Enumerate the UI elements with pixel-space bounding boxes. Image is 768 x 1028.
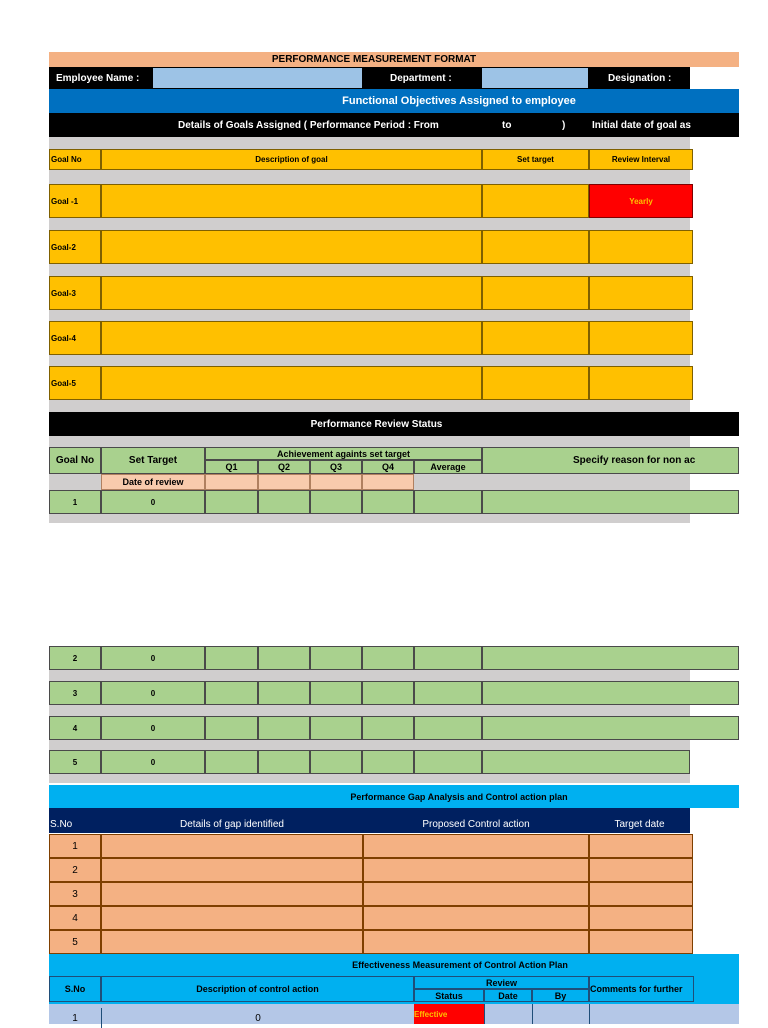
goal-review-cell[interactable] [589, 230, 693, 264]
q1-cell[interactable] [205, 681, 258, 705]
eff-status-header: Status [414, 989, 484, 1002]
q1-cell[interactable] [205, 646, 258, 670]
q4-header: Q4 [362, 460, 414, 474]
q1-cell[interactable] [205, 716, 258, 740]
gap-details-cell[interactable] [101, 906, 363, 930]
review-row-no: 3 [49, 681, 101, 705]
goal-target-cell[interactable] [482, 366, 589, 400]
review-row-target: 0 [101, 750, 205, 774]
q4-cell[interactable] [362, 716, 414, 740]
gap-row-sno: 5 [49, 930, 101, 954]
average-cell[interactable] [414, 716, 482, 740]
gap-analysis-bar: Performance Gap Analysis and Control action plan [49, 785, 739, 808]
gap-details-header: Details of gap identified [180, 818, 284, 830]
eff-by-cell[interactable] [532, 1004, 589, 1024]
gap-action-cell[interactable] [363, 834, 589, 858]
gap-action-cell[interactable] [363, 882, 589, 906]
spacer [49, 310, 690, 321]
eff-date-header: Date [484, 989, 532, 1002]
goal-row-label: Goal -1 [49, 184, 101, 218]
review-goal-no-header: Goal No [49, 447, 101, 474]
gap-row-sno: 3 [49, 882, 101, 906]
goal-row-label: Goal-2 [49, 230, 101, 264]
average-cell[interactable] [414, 646, 482, 670]
q2-cell[interactable] [258, 490, 310, 514]
review-row-no: 4 [49, 716, 101, 740]
to-label: to [502, 119, 512, 131]
review-row-target: 0 [101, 646, 205, 670]
review-row-no: 5 [49, 750, 101, 774]
goal-no-header: Goal No [49, 149, 101, 170]
spacer [49, 436, 690, 447]
reason-cell[interactable] [482, 750, 690, 774]
goal-target-cell[interactable] [482, 184, 589, 218]
spacer [49, 474, 101, 490]
review-interval-header: Review Interval [589, 149, 693, 170]
spacer [414, 474, 690, 490]
goal-row-label: Goal-3 [49, 276, 101, 310]
spacer [49, 264, 690, 276]
review-row-target: 0 [101, 490, 205, 514]
q3-header: Q3 [310, 460, 362, 474]
spacer [49, 705, 690, 716]
eff-sno-header: S.No [49, 976, 101, 1002]
goal-review-cell[interactable] [589, 321, 693, 355]
gap-details-cell[interactable] [101, 930, 363, 954]
q3-date-cell[interactable] [310, 474, 362, 490]
gap-row-sno: 4 [49, 906, 101, 930]
eff-date-cell[interactable] [484, 1004, 532, 1024]
reason-cell[interactable] [482, 490, 739, 514]
q1-cell[interactable] [205, 750, 258, 774]
set-target-header: Set target [482, 149, 589, 170]
spacer [49, 400, 690, 412]
gap-date-cell[interactable] [589, 930, 693, 954]
goal-row-label: Goal-4 [49, 321, 101, 355]
spacer [49, 514, 690, 523]
gap-action-header: Proposed Control action [422, 818, 530, 830]
description-header: Description of goal [101, 149, 482, 170]
designation-label: Designation : [608, 72, 672, 84]
goal-target-cell[interactable] [482, 276, 589, 310]
department-label: Department : [390, 72, 452, 84]
gap-details-cell[interactable] [101, 834, 363, 858]
goals-assigned-label: Details of Goals Assigned ( Performance Period : From [178, 119, 439, 131]
average-cell[interactable] [414, 750, 482, 774]
gap-date-cell[interactable] [589, 906, 693, 930]
gap-details-cell[interactable] [101, 858, 363, 882]
goal-review-cell[interactable] [589, 366, 693, 400]
goal-target-cell[interactable] [482, 321, 589, 355]
functional-objectives-bar: Functional Objectives Assigned to employee [49, 89, 739, 113]
gap-row-sno: 2 [49, 858, 101, 882]
q4-cell[interactable] [362, 681, 414, 705]
q2-cell[interactable] [258, 646, 310, 670]
gap-row-sno: 1 [49, 834, 101, 858]
department-field[interactable] [482, 68, 588, 88]
q4-date-cell[interactable] [362, 474, 414, 490]
spacer [49, 355, 690, 366]
form-title: PERFORMANCE MEASUREMENT FORMAT [49, 52, 739, 67]
spacer [49, 774, 690, 783]
q1-header: Q1 [205, 460, 258, 474]
goal-row-label: Goal-5 [49, 366, 101, 400]
q4-cell[interactable] [362, 750, 414, 774]
spacer [49, 170, 690, 184]
spacer [49, 670, 690, 681]
eff-row-desc: 0 [101, 1008, 414, 1028]
reason-cell[interactable] [482, 646, 739, 670]
employee-name-field[interactable] [153, 68, 362, 88]
q3-cell[interactable] [310, 681, 362, 705]
eff-review-header: Review [414, 976, 589, 989]
eff-status-cell[interactable]: Effective [414, 1004, 484, 1024]
q3-cell[interactable] [310, 750, 362, 774]
initial-date-label: Initial date of goal as [592, 119, 691, 131]
q2-cell[interactable] [258, 716, 310, 740]
q2-cell[interactable] [258, 681, 310, 705]
q3-cell[interactable] [310, 490, 362, 514]
gap-date-header: Target date [614, 818, 665, 830]
goal-description-cell[interactable] [101, 184, 482, 218]
q2-header: Q2 [258, 460, 310, 474]
reason-header: Specify reason for non ac [482, 447, 739, 474]
gap-action-cell[interactable] [363, 858, 589, 882]
review-row-no: 1 [49, 490, 101, 514]
goal-description-cell[interactable] [101, 230, 482, 264]
gap-action-cell[interactable] [363, 906, 589, 930]
review-set-target-header: Set Target [101, 447, 205, 474]
spacer [49, 218, 690, 230]
q4-cell[interactable] [362, 490, 414, 514]
gap-details-cell[interactable] [101, 882, 363, 906]
eff-row-sno: 1 [72, 1012, 78, 1024]
q2-cell[interactable] [258, 750, 310, 774]
average-cell[interactable] [414, 490, 482, 514]
close-paren: ) [562, 119, 566, 131]
goal-description-cell[interactable] [101, 321, 482, 355]
date-of-review-label: Date of review [101, 474, 205, 490]
q2-date-cell[interactable] [258, 474, 310, 490]
spacer [49, 740, 690, 750]
eff-comments-cell[interactable] [589, 1004, 694, 1024]
goal-review-cell[interactable] [589, 276, 693, 310]
review-status-bar: Performance Review Status [49, 412, 739, 436]
review-row-no: 2 [49, 646, 101, 670]
eff-comments-header: Comments for further [589, 976, 694, 1002]
average-header: Average [414, 460, 482, 474]
q4-cell[interactable] [362, 646, 414, 670]
q1-cell[interactable] [205, 490, 258, 514]
average-cell[interactable] [414, 681, 482, 705]
review-row-target: 0 [101, 716, 205, 740]
reason-cell[interactable] [482, 681, 739, 705]
gap-date-cell[interactable] [589, 858, 693, 882]
gap-date-cell[interactable] [589, 882, 693, 906]
goal-target-cell[interactable] [482, 230, 589, 264]
spacer [49, 137, 690, 149]
achievement-header: Achievement againts set target [205, 447, 482, 460]
q3-cell[interactable] [310, 646, 362, 670]
employee-name-label: Employee Name : [56, 72, 140, 84]
eff-by-header: By [532, 989, 589, 1002]
goal-description-cell[interactable] [101, 276, 482, 310]
reason-cell[interactable] [482, 716, 739, 740]
review-row-target: 0 [101, 681, 205, 705]
gap-sno-header: S.No [50, 818, 73, 830]
q1-date-cell[interactable] [205, 474, 258, 490]
effectiveness-title: Effectiveness Measurement of Control Action Plan [352, 960, 568, 970]
eff-desc-header: Description of control action [101, 976, 414, 1002]
gap-action-cell[interactable] [363, 930, 589, 954]
gap-date-cell[interactable] [589, 834, 693, 858]
goal-review-cell[interactable]: Yearly [589, 184, 693, 218]
goal-description-cell[interactable] [101, 366, 482, 400]
q3-cell[interactable] [310, 716, 362, 740]
